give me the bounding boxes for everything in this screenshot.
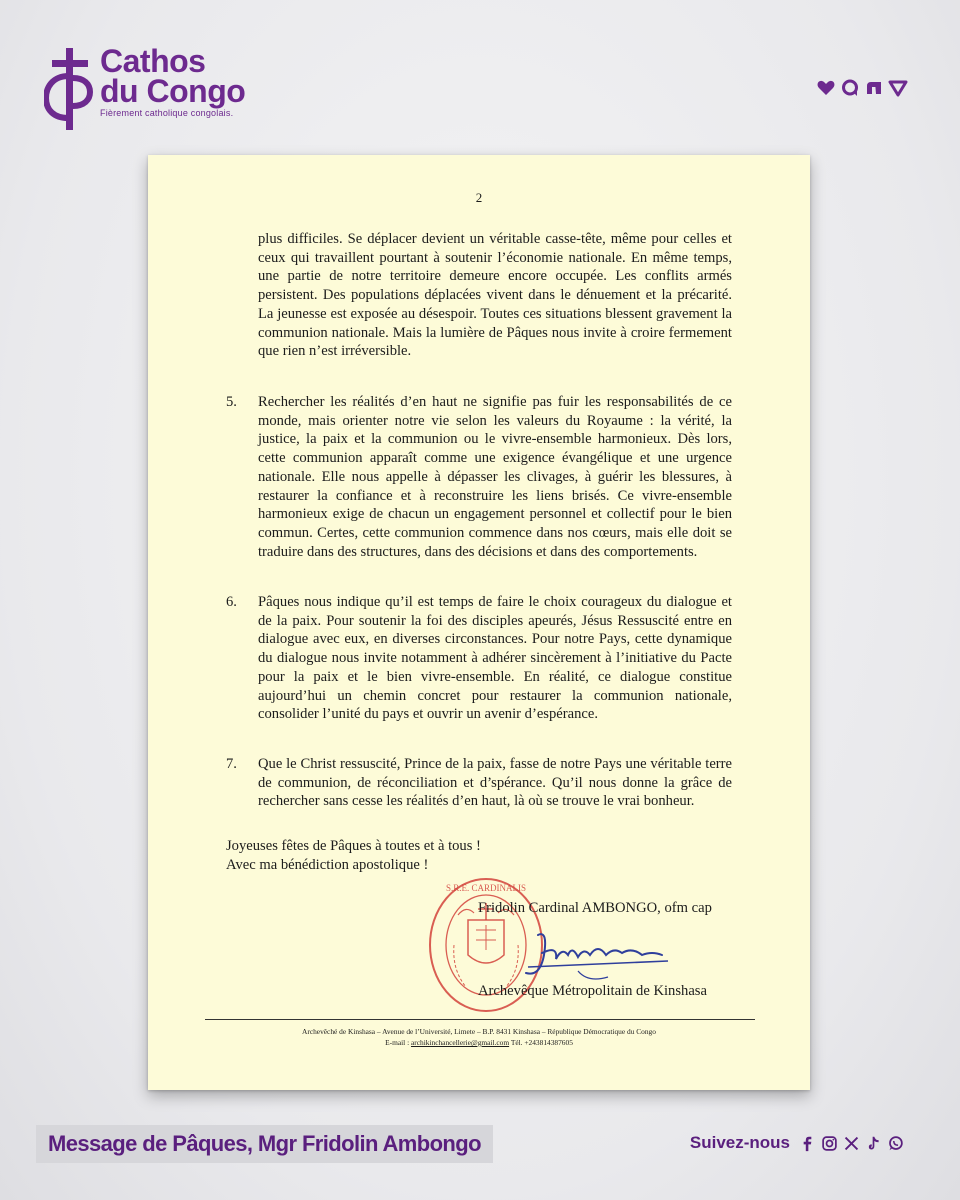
follow-label: Suivez-nous xyxy=(689,1133,790,1152)
x-icon[interactable] xyxy=(843,1135,860,1152)
footer-divider xyxy=(205,1019,755,1020)
brand-name-line1: Cathos xyxy=(100,43,206,79)
post-actions xyxy=(816,78,908,98)
footer-phone: Tél. +243814387605 xyxy=(510,1038,573,1047)
paragraph-number-5: 5. xyxy=(226,394,237,410)
paragraph-5: Rechercher les réalités d’en haut ne signifie pas fuir les responsabilités de ce monde, mais orienter notre vie selon les valeurs du Royaume : la vérité, la justice, la paix et la communion ou le vivre-ensemble harmonieux. Dès lors, cette communion apparaît comme une exigence évangélique et une urgence nationale. Elle nous appelle à dépasser les clivages, à guérir les blessures, à restaurer la confiance et à reconstruire les liens brisés. Ce vivre-ensemble harmonieux exige de chacun un engagement personnel et collectif pour le bien commun. Certes, cette communion commence dans nos cœurs, mais elle doit se traduire dans des structures, dans des décisions et dans des comportements. xyxy=(258,394,732,560)
cross-logo-icon xyxy=(44,46,96,132)
page-number: 2 xyxy=(475,190,483,205)
follow-us xyxy=(690,1133,904,1153)
instagram-icon[interactable] xyxy=(821,1135,838,1152)
paragraph-continuation: plus difficiles. Se déplacer devient un véritable casse-tête, même pour celles et ceux qui travaillent pourtant à soutenir l’économie nationale. En même temps, une partie de notre territoire demeure encore occupée. Les conflits armés persistent. Des populations déplacées vivent dans le dénuement et la précarité. La jeunesse est exposée au désespoir. Toutes ces situations blessent gravement la communion nationale. Mais la lumière de Pâques nous invite à croire fermement que rien n’est irréversible. xyxy=(258,231,732,360)
handwritten-signature xyxy=(518,925,678,987)
tiktok-icon[interactable] xyxy=(865,1135,882,1152)
signatory-name: Fridolin Cardinal AMBONGO, ofm cap xyxy=(478,900,712,916)
post-caption: Message de Pâques, Mgr Fridolin Ambongo xyxy=(36,1125,493,1163)
footer-contact xyxy=(148,1038,810,1048)
paragraph-7: Que le Christ ressuscité, Prince de la paix, fasse de notre Pays une véritable terre de communion, de réconciliation et d’spérance. Qu’il nous donne la grâce de rechercher sans cesse les réalités d’en haut, là où se trouve le vrai bonheur. xyxy=(258,756,732,810)
heart-icon[interactable] xyxy=(816,78,836,98)
footer-email-link[interactable]: archikinchancellerie@gmail.com xyxy=(410,1038,510,1047)
svg-text:S.R.E. CARDINALIS: S.R.E. CARDINALIS xyxy=(445,883,527,893)
send-icon[interactable] xyxy=(888,78,908,98)
brand-tagline: Fièrement catholique congolais. xyxy=(100,108,234,118)
closing-line-1: Joyeuses fêtes de Pâques à toutes et à tous ! xyxy=(226,838,481,854)
paragraph-6: Pâques nous indique qu’il est temps de faire le choix courageux du dialogue et de la paix. Pour soutenir la foi des disciples apeurés, Jésus Ressuscité entre en dialogue avec eux, en diverses circonstances. Pour notre Pays, cette dynamique du dialogue nous invite notamment à adhérer sincèrement à l’initiative du Pacte pour la paix et le bien vivre-ensemble. En réalité, ce dialogue constitue aujourd’hui un chemin concret pour restaurer la communion nationale, consolider l’unité du pays et ouvrir un avenir d’espérance. xyxy=(258,594,732,723)
letter-page xyxy=(148,155,810,1090)
brand-name-line2: du Congo xyxy=(100,73,246,109)
paragraph-number-7: 7. xyxy=(226,756,237,772)
closing-greeting xyxy=(226,837,481,875)
footer-address: Archevêché de Kinshasa – Avenue de l’Université, Limete – B.P. 8431 Kinshasa – République Démocratique du Congo xyxy=(302,1027,656,1036)
paragraph-number-6: 6. xyxy=(226,594,237,610)
signatory-title: Archevêque Métropolitain de Kinshasa xyxy=(478,983,707,999)
brand-logo xyxy=(44,43,246,132)
closing-line-2: Avec ma bénédiction apostolique ! xyxy=(226,857,429,873)
facebook-icon[interactable] xyxy=(799,1135,816,1152)
whatsapp-icon[interactable] xyxy=(887,1135,904,1152)
comment-icon[interactable] xyxy=(840,78,860,98)
footer-email-prefix: E-mail : xyxy=(385,1038,410,1047)
share-icon[interactable] xyxy=(864,78,884,98)
